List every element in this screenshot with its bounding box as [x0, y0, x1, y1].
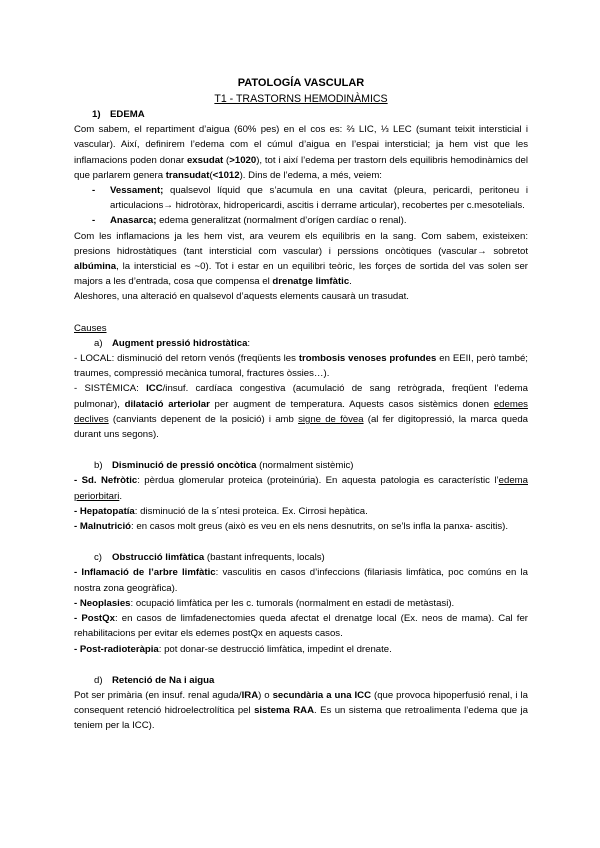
cause-letter: a): [94, 337, 103, 349]
text-run: (: [223, 154, 230, 166]
bullet-anasarca: [92, 213, 528, 228]
bullet-text: [110, 213, 528, 228]
cause-b-item-hepatopatia: [74, 504, 528, 519]
text-run: Pot ser primària (en insuf. renal aguda/: [74, 689, 242, 701]
cause-suffix: (bastant infrequents, locals): [204, 552, 325, 564]
text-run: (que provoca hipoperfusió renal, i la consequent retenció hidroelectrolítica pel: [74, 689, 528, 717]
text-run: ). Dins de l’edema, a més, veiem:: [239, 169, 382, 181]
cause-c-item-neoplasies: [74, 596, 528, 611]
text-run: : pèrdua glomerular proteica (proteinúria). En aquesta patologia es característic l’: [137, 475, 499, 487]
section-title: EDEMA: [110, 109, 145, 120]
cause-d-heading: [94, 673, 528, 688]
cause-suffix: :: [247, 337, 251, 349]
cause-c-item-postqx: [74, 611, 528, 641]
text-run: , la intersticial es ~0). Tot i estar en un equilibri teòric, les forçes de sortida del vas solen ser majors a les d’entrada, cosa que compensa el: [74, 261, 528, 288]
document-page: [74, 70, 528, 734]
cause-a-item-sistemica: [74, 381, 528, 442]
underlined-text: signe de fòvea: [298, 413, 364, 425]
cause-letter: c): [94, 552, 102, 564]
cause-b-item-malnutricio: [74, 519, 528, 534]
text-run: Com les inflamacions ja les hem vist, ara veurem els equilibris en la sang. Com sabem, existeixen: presions hidrostàtiques (tant intersticial com vascular) i perssions oncòtiques (vascular→ sobretot: [74, 230, 528, 257]
underlined-text: edemes declives: [74, 398, 528, 425]
bullet-vessament: [92, 183, 528, 213]
bold-text: - Post-radioteràpia: [74, 643, 159, 655]
text-run: .: [349, 276, 352, 288]
bold-text: <1012: [212, 169, 240, 181]
cause-title: Obstrucció limfàtica: [112, 552, 205, 564]
bullet-dash: -: [92, 185, 96, 197]
text-run: en EEII, però també; traumes, compressió mecànica tumoral, fractures òssies…).: [74, 353, 528, 380]
underlined-text: edema periorbitari: [74, 475, 528, 502]
cause-letter: b): [94, 460, 103, 472]
document-title: PATOLOGÍA VASCULAR: [237, 77, 365, 89]
bold-text: - Malnutrició: [74, 521, 132, 533]
section-number: 1): [92, 109, 101, 120]
edema-intro-paragraph: [74, 122, 528, 183]
text-run: : ocupació limfàtica per les c. tumorals (normalment en estadi de metàstasi).: [130, 597, 455, 609]
text-run: ) o: [258, 689, 273, 701]
cause-c-heading: [94, 550, 528, 565]
text-run: /insuf. cardíaca congestiva (acumulació de sang retrògrada, freqüent l’edema pulmonar),: [74, 383, 528, 410]
bullet-dash: -: [92, 215, 96, 227]
bold-text: albúmina: [74, 261, 117, 273]
cause-b-heading: [94, 458, 528, 473]
bold-text: secundària a una ICC: [272, 689, 372, 701]
bold-text: - Inflamació de l’arbre limfàtic: [74, 567, 216, 579]
bold-text: trombosis venoses profundes: [298, 353, 437, 365]
bold-text: >1020: [229, 154, 257, 166]
bullet-text: [110, 183, 528, 213]
cause-title: Disminució de pressió oncòtica: [112, 460, 257, 472]
text-run: : disminució de la s´ntesi proteica. Ex. Cirrosi hepàtica.: [134, 505, 368, 517]
text-run: - SISTÈMICA:: [74, 383, 147, 395]
cause-d-paragraph: [74, 688, 528, 734]
bold-text: - PostQx: [74, 613, 115, 625]
cause-suffix: (normalment sistèmic): [256, 460, 354, 472]
text-run: - LOCAL: disminució del retorn venós (freqüents les: [74, 353, 299, 365]
section-heading-edema: [92, 107, 528, 122]
text-run: (al fer digitopressió, la marca queda durant uns segons).: [74, 413, 528, 441]
bold-text: - Hepatopatía: [74, 505, 135, 517]
bold-text: drenatge limfàtic: [272, 276, 350, 288]
text-run: : pot donar-se destrucció limfàtica, impedint el drenate.: [158, 643, 392, 655]
text-run: per augment de temperatura. Aquests casos sistèmics donen: [209, 398, 494, 410]
document-subtitle: T1 - TRASTORNS HEMODINÀMICS: [214, 93, 388, 105]
bold-text: IRA: [241, 689, 259, 701]
text-run: : en casos molt greus (això es veu en els nens desnutrits, on se’ls infla la panxa- ascitis).: [131, 521, 509, 533]
bold-text: dilatació arteriolar: [124, 398, 210, 410]
text-run: Com sabem, el repartiment d’aigua (60% pes) en el cos es: ⅔ LIC, ⅓ LEC (sumant teixit intersticial i vascular). Així, definirem l’edema com el cúmul d’aigua en l’espai intersticial; ja hem vist que les inflamacions poden donar: [74, 124, 528, 166]
bold-text: - Neoplasies: [74, 597, 131, 609]
cause-a-item-local: [74, 351, 528, 381]
text-run: .: [119, 490, 122, 502]
text-run: (canviants depenent de la posició) i amb: [108, 413, 299, 425]
trasudat-paragraph: Aleshores, una alteració en qualsevol d’aquests elements causarà un trasudat.: [74, 291, 409, 303]
text-run: (: [209, 169, 213, 181]
bold-text: sistema RAA: [254, 705, 315, 717]
bullet-label: Anasarca;: [110, 215, 157, 227]
cause-title: Retenció de Na i aigua: [112, 674, 215, 686]
text-run: : vasculitis en casos d’infeccions (filariasis limfàtica, poc comúns en la nostra zona geogràfica).: [74, 567, 529, 594]
cause-c-item-postradioterapia: [74, 642, 528, 657]
bullet-label: Vessament;: [110, 185, 164, 197]
text-run: ), tot i així l’edema per trastorn dels equilibris hemodinàmics del que parlarem genera: [74, 154, 528, 181]
causes-heading: Causes: [74, 322, 107, 334]
cause-c-item-inflamacio: [74, 565, 528, 595]
cause-b-item-nefrotic: [74, 473, 528, 503]
equilibris-paragraph: [74, 229, 528, 290]
bold-text: transudat: [165, 169, 210, 181]
bold-text: ICC: [146, 383, 163, 395]
text-run: : en casos de limfadenectomies queda afectat el drenatge local (Ex. neos de mama). Cal fer rehabilitacions per evitar els edemes postQx en aquests casos.: [74, 613, 529, 640]
bullet-body: edema generalitzat (normalment d’orígen cardíac o renal).: [156, 215, 407, 227]
bullet-body: qualsevol líquid que s’acumula en una cavitat (pleura, pericardi, peritoneu i articulacions→ hidrotòrax, hidropericardi, ascitis i derrame articular), recobertes per c.mesotelials.: [110, 185, 528, 212]
bold-text: - Sd. Nefròtic: [74, 475, 138, 487]
cause-title: Augment pressió hidrostàtica: [112, 337, 248, 349]
cause-letter: d): [94, 674, 103, 686]
cause-a-heading: [94, 336, 528, 351]
bold-text: exsudat: [186, 154, 224, 166]
text-run: . Es un sistema que retroalimenta l’edema que ja teniem per la ICC).: [74, 705, 529, 732]
